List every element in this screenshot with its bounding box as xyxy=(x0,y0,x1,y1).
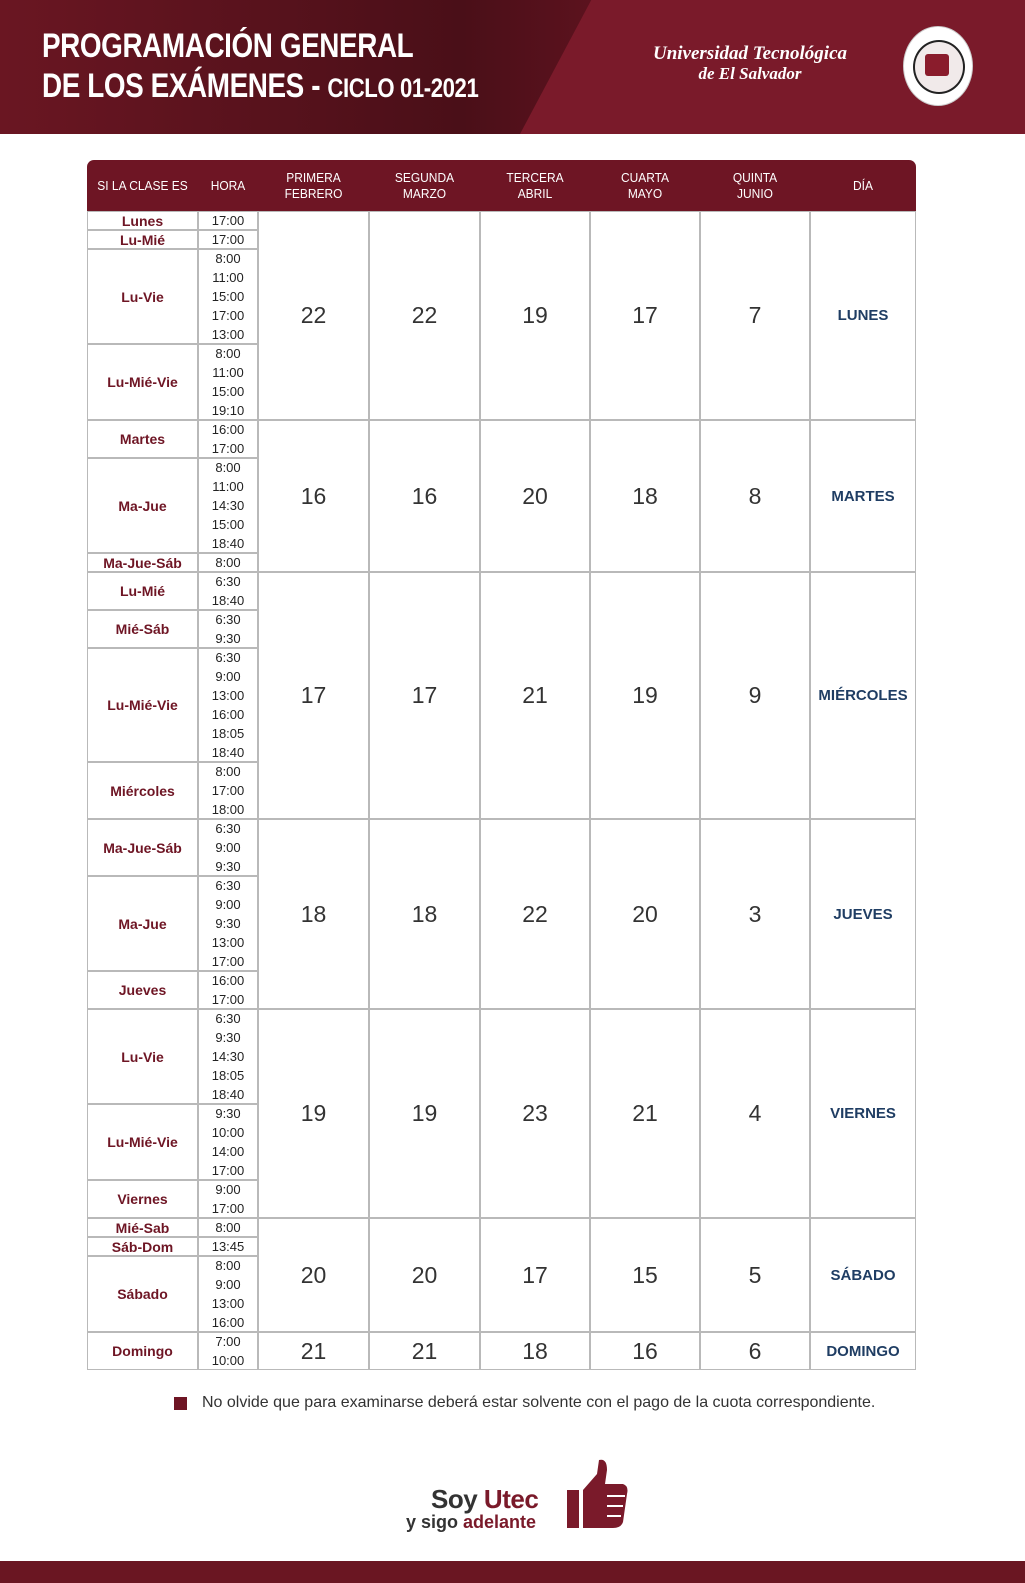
logo-line2 xyxy=(406,1512,536,1533)
column-header: DÍA xyxy=(853,177,873,193)
hours-cell xyxy=(198,553,258,572)
class-name-cell: Miércoles xyxy=(87,762,198,819)
class-name-cell: Mié-Sab xyxy=(87,1218,198,1237)
exam-date-cell: 7 xyxy=(700,211,810,420)
day-cell: MARTES xyxy=(810,420,916,572)
hour-value: 6:30 xyxy=(215,574,241,589)
hours-cell xyxy=(198,211,258,230)
hour-value: 17:00 xyxy=(211,308,245,323)
hour-value: 9:00 xyxy=(215,1277,241,1292)
class-name-cell: Ma-Jue xyxy=(87,458,198,553)
hour-value: 10:00 xyxy=(211,1353,245,1368)
title-sep: - xyxy=(303,67,328,105)
hours-cell xyxy=(198,971,258,1009)
note-bullet-icon xyxy=(174,1397,187,1410)
hour-value: 8:00 xyxy=(215,1258,241,1273)
hour-value: 18:40 xyxy=(211,745,245,760)
hours-cell xyxy=(198,420,258,458)
exam-date-cell: 9 xyxy=(700,572,810,819)
hours-cell xyxy=(198,1332,258,1370)
exam-date-cell: 19 xyxy=(590,572,700,819)
hours-cell xyxy=(198,1104,258,1180)
exam-date-cell: 19 xyxy=(369,1009,480,1218)
hours-cell xyxy=(198,1218,258,1237)
exam-date-cell: 18 xyxy=(369,819,480,1009)
hours-cell xyxy=(198,610,258,648)
day-cell: DOMINGO xyxy=(810,1332,916,1370)
hour-value: 8:00 xyxy=(215,251,241,266)
hour-value: 17:00 xyxy=(211,441,245,456)
exam-date-cell: 17 xyxy=(369,572,480,819)
university-name-line2: de El Salvador xyxy=(698,64,802,83)
hour-value: 9:00 xyxy=(215,897,241,912)
header-banner xyxy=(0,0,1025,134)
column-header: HORA xyxy=(210,177,246,193)
exam-date-cell: 20 xyxy=(590,819,700,1009)
day-cell: SÁBADO xyxy=(810,1218,916,1332)
hour-value: 11:00 xyxy=(212,479,244,494)
hour-value: 17:00 xyxy=(211,1163,245,1178)
exam-date-cell: 8 xyxy=(700,420,810,572)
hour-value: 9:30 xyxy=(215,859,241,874)
exam-date-cell: 3 xyxy=(700,819,810,1009)
hour-value: 11:00 xyxy=(212,365,244,380)
hour-value: 6:30 xyxy=(215,878,241,893)
column-header: TERCERA ABRIL xyxy=(506,169,564,201)
exam-date-cell: 21 xyxy=(480,572,590,819)
column-header: SI LA CLASE ES xyxy=(97,177,188,193)
class-name-cell: Domingo xyxy=(87,1332,198,1370)
class-name-cell: Viernes xyxy=(87,1180,198,1218)
hour-value: 9:30 xyxy=(215,916,241,931)
logo-utec: Utec xyxy=(483,1484,539,1514)
exam-date-cell: 5 xyxy=(700,1218,810,1332)
exam-date-cell: 6 xyxy=(700,1332,810,1370)
exam-date-cell: 17 xyxy=(480,1218,590,1332)
exam-date-cell: 21 xyxy=(369,1332,480,1370)
class-name-cell: Mié-Sáb xyxy=(87,610,198,648)
note-text: No olvide que para examinarse deberá estar solvente con el pago de la cuota correspondiente. xyxy=(202,1394,876,1411)
exam-date-cell: 16 xyxy=(590,1332,700,1370)
hour-value: 11:00 xyxy=(212,270,244,285)
hour-value: 13:00 xyxy=(211,935,245,950)
table-header xyxy=(87,160,916,211)
hour-value: 13:00 xyxy=(211,1296,245,1311)
hour-value: 6:30 xyxy=(215,612,241,627)
hour-value: 13:00 xyxy=(211,688,245,703)
class-name-cell: Ma-Jue xyxy=(87,876,198,971)
hour-value: 16:00 xyxy=(211,973,245,988)
hours-cell xyxy=(198,458,258,553)
class-name-cell: Lu-Mié-Vie xyxy=(87,648,198,762)
hour-value: 18:05 xyxy=(211,1068,245,1083)
logo-line1 xyxy=(431,1484,538,1515)
title-ciclo: CICLO 01-2021 xyxy=(327,73,479,103)
bottom-bar xyxy=(0,1561,1025,1583)
logo-y-sigo: y sigo xyxy=(406,1512,464,1532)
exam-date-cell: 22 xyxy=(369,211,480,420)
title-examenes: DE LOS EXÁMENES xyxy=(42,67,304,105)
soy-utec-logo xyxy=(403,1456,633,1536)
hour-value: 18:40 xyxy=(211,593,245,608)
hour-value: 8:00 xyxy=(215,1220,241,1235)
day-cell: JUEVES xyxy=(810,819,916,1009)
hour-value: 15:00 xyxy=(211,384,245,399)
hour-value: 6:30 xyxy=(215,650,241,665)
day-cell: VIERNES xyxy=(810,1009,916,1218)
exam-date-cell: 20 xyxy=(258,1218,369,1332)
hours-cell xyxy=(198,1009,258,1104)
hours-cell xyxy=(198,249,258,344)
hours-cell xyxy=(198,1256,258,1332)
class-name-cell: Lu-Vie xyxy=(87,1009,198,1104)
hours-cell xyxy=(198,1237,258,1256)
hours-cell xyxy=(198,1180,258,1218)
hours-cell xyxy=(198,762,258,819)
class-name-cell: Sáb-Dom xyxy=(87,1237,198,1256)
utec-seal-icon xyxy=(903,26,973,106)
university-name-line1: Universidad Tecnológica xyxy=(652,43,848,64)
logo-adelante: adelante xyxy=(463,1512,537,1532)
hour-value: 6:30 xyxy=(215,1011,241,1026)
class-name-cell: Lunes xyxy=(87,211,198,230)
hours-cell xyxy=(198,344,258,420)
hour-value: 18:40 xyxy=(211,536,245,551)
exam-date-cell: 18 xyxy=(258,819,369,1009)
exam-date-cell: 18 xyxy=(590,420,700,572)
class-name-cell: Martes xyxy=(87,420,198,458)
hours-cell xyxy=(198,819,258,876)
hour-value: 17:00 xyxy=(211,954,245,969)
title-line-2 xyxy=(42,66,478,108)
exam-date-cell: 20 xyxy=(480,420,590,572)
class-name-cell: Ma-Jue-Sáb xyxy=(87,819,198,876)
hour-value: 16:00 xyxy=(211,422,245,437)
title-line-1: PROGRAMACIÓN GENERAL xyxy=(42,27,414,65)
exam-date-cell: 4 xyxy=(700,1009,810,1218)
hour-value: 19:10 xyxy=(211,403,245,418)
hour-value: 8:00 xyxy=(215,346,241,361)
exam-date-cell: 19 xyxy=(258,1009,369,1218)
hour-value: 17:00 xyxy=(211,232,245,247)
hour-value: 18:00 xyxy=(211,802,245,817)
class-name-cell: Lu-Vie xyxy=(87,249,198,344)
exam-date-cell: 18 xyxy=(480,1332,590,1370)
hour-value: 14:30 xyxy=(211,1049,245,1064)
hour-value: 6:30 xyxy=(215,821,241,836)
column-header: PRIMERA FEBRERO xyxy=(284,169,343,201)
page-title xyxy=(42,26,478,108)
hour-value: 17:00 xyxy=(211,1201,245,1216)
hours-cell xyxy=(198,648,258,762)
hour-value: 13:45 xyxy=(211,1239,245,1254)
hour-value: 14:30 xyxy=(211,498,245,513)
hour-value: 9:00 xyxy=(215,1182,241,1197)
exam-date-cell: 19 xyxy=(480,211,590,420)
hour-value: 18:40 xyxy=(211,1087,245,1102)
hour-value: 9:30 xyxy=(215,631,241,646)
hour-value: 17:00 xyxy=(211,992,245,1007)
hour-value: 10:00 xyxy=(211,1125,245,1140)
column-header: CUARTA MAYO xyxy=(620,169,670,201)
class-name-cell: Ma-Jue-Sáb xyxy=(87,553,198,572)
exam-date-cell: 21 xyxy=(590,1009,700,1218)
hour-value: 14:00 xyxy=(211,1144,245,1159)
payment-note xyxy=(174,1394,875,1412)
class-name-cell: Lu-Mié-Vie xyxy=(87,1104,198,1180)
hour-value: 15:00 xyxy=(211,517,245,532)
logo-soy: Soy xyxy=(431,1484,484,1514)
exam-date-cell: 20 xyxy=(369,1218,480,1332)
hour-value: 16:00 xyxy=(211,1315,245,1330)
hour-value: 15:00 xyxy=(211,289,245,304)
hours-cell xyxy=(198,876,258,971)
hour-value: 8:00 xyxy=(215,764,241,779)
hour-value: 8:00 xyxy=(215,460,241,475)
hour-value: 16:00 xyxy=(211,707,245,722)
exam-date-cell: 16 xyxy=(369,420,480,572)
column-header: SEGUNDA MARZO xyxy=(394,169,455,201)
exam-date-cell: 21 xyxy=(258,1332,369,1370)
university-name xyxy=(612,44,888,84)
exam-date-cell: 23 xyxy=(480,1009,590,1218)
class-name-cell: Lu-Mié xyxy=(87,572,198,610)
hour-value: 8:00 xyxy=(215,555,241,570)
hour-value: 17:00 xyxy=(211,783,245,798)
day-cell: MIÉRCOLES xyxy=(810,572,916,819)
hours-cell xyxy=(198,230,258,249)
exam-date-cell: 22 xyxy=(258,211,369,420)
hour-value: 17:00 xyxy=(211,213,245,228)
column-header: QUINTA JUNIO xyxy=(732,169,778,201)
day-cell: LUNES xyxy=(810,211,916,420)
hour-value: 9:30 xyxy=(215,1106,241,1121)
exam-date-cell: 17 xyxy=(258,572,369,819)
hour-value: 13:00 xyxy=(211,327,245,342)
hour-value: 9:30 xyxy=(215,1030,241,1045)
class-name-cell: Sábado xyxy=(87,1256,198,1332)
hour-value: 7:00 xyxy=(215,1334,241,1349)
class-name-cell: Jueves xyxy=(87,971,198,1009)
class-name-cell: Lu-Mié-Vie xyxy=(87,344,198,420)
exam-date-cell: 22 xyxy=(480,819,590,1009)
hours-cell xyxy=(198,572,258,610)
exam-date-cell: 15 xyxy=(590,1218,700,1332)
thumbs-up-icon xyxy=(563,1456,631,1534)
hour-value: 9:00 xyxy=(215,840,241,855)
exam-date-cell: 16 xyxy=(258,420,369,572)
hour-value: 18:05 xyxy=(211,726,245,741)
class-name-cell: Lu-Mié xyxy=(87,230,198,249)
exam-date-cell: 17 xyxy=(590,211,700,420)
hour-value: 9:00 xyxy=(215,669,241,684)
